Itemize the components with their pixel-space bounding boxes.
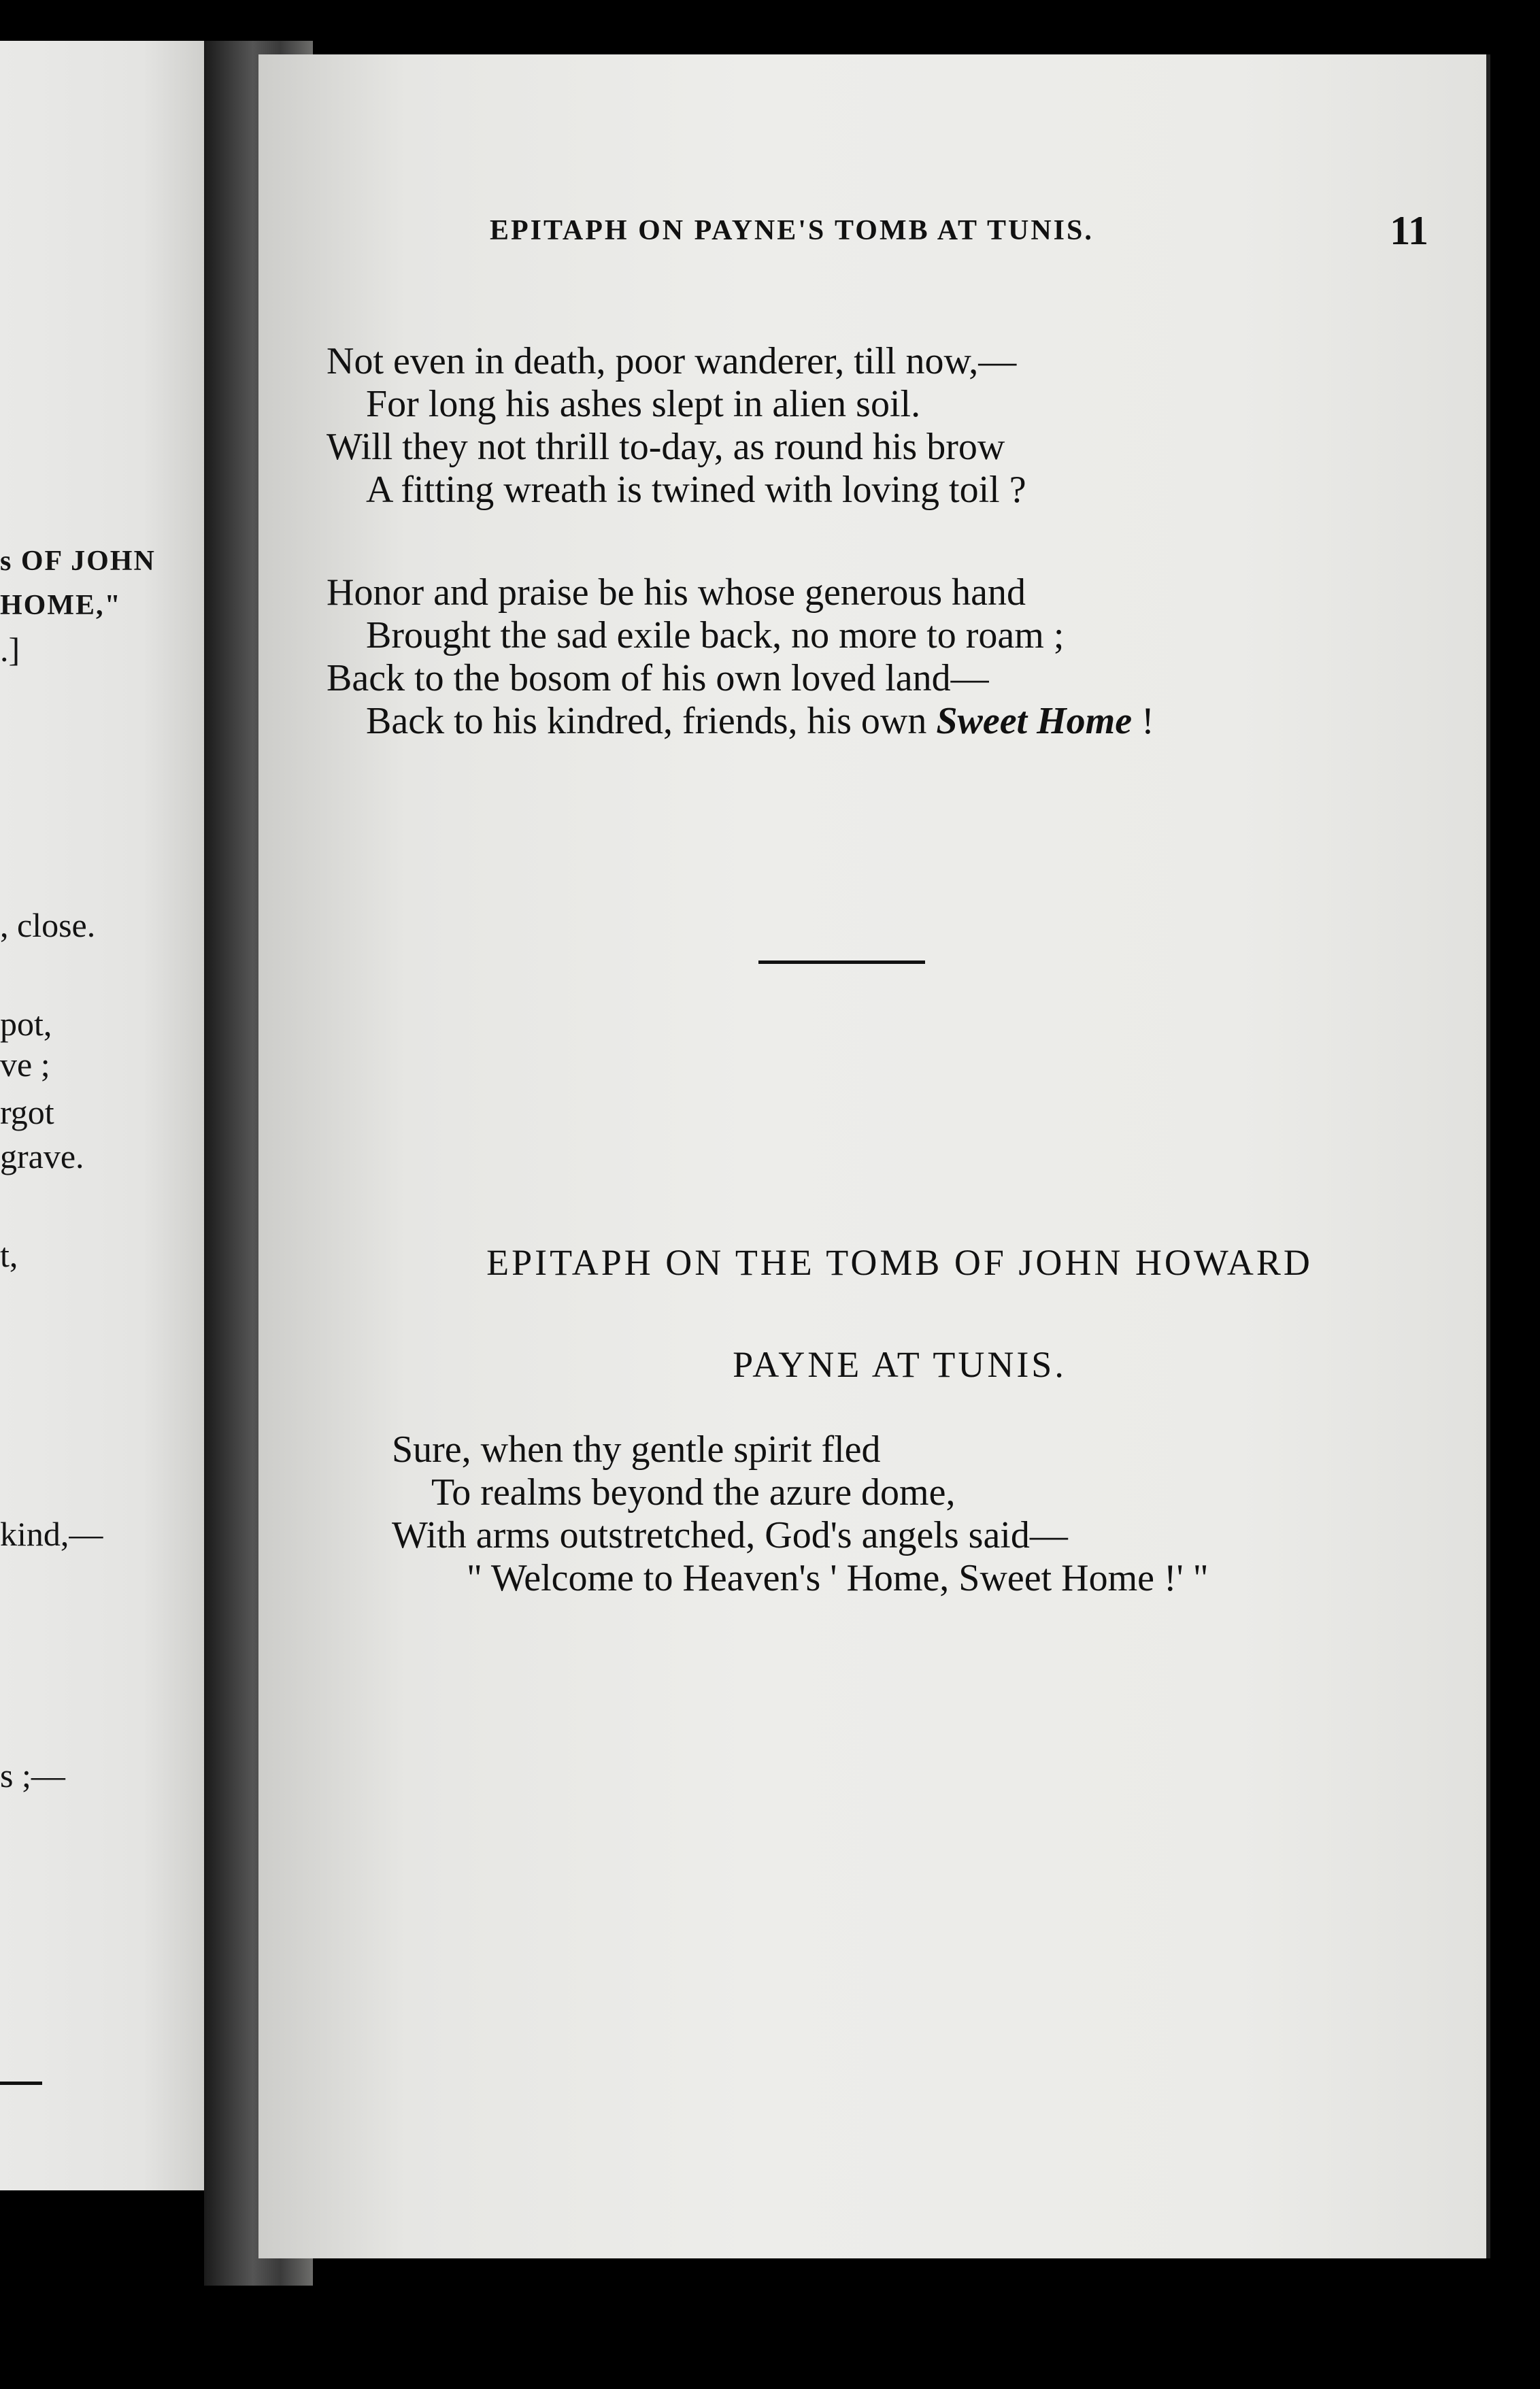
left-page-line: rgot (0, 1093, 54, 1131)
left-page-line: .] (0, 631, 20, 669)
poem-line-punctuation: ! (1132, 700, 1154, 742)
poem1-stanza1 (327, 340, 1026, 512)
emphasized-text: Sweet Home (936, 700, 1133, 742)
poem-line: " Welcome to Heaven's ' Home, Sweet Home !' " (467, 1557, 1209, 1599)
book-page (258, 54, 1486, 2258)
poem-line-text: Back to his kindred, friends, his own (366, 700, 937, 742)
page-header (490, 208, 1428, 269)
left-page-line: , close. (0, 906, 96, 944)
poem-line: With arms outstretched, God's angels said— (392, 1514, 1068, 1556)
left-page-line: grave. (0, 1137, 84, 1175)
left-page-line: t, (0, 1236, 18, 1274)
left-page-line: pot, (0, 1005, 52, 1043)
poem-line: Will they not thrill to-day, as round his brow (327, 426, 1005, 468)
poem2-stanza (392, 1429, 1209, 1600)
previous-page-fragment (0, 41, 204, 2190)
poem-line: Brought the sad exile back, no more to roam ; (366, 614, 1065, 656)
left-page-line: s ;— (0, 1756, 65, 1794)
left-page-line: ve ; (0, 1046, 50, 1084)
poem-line: Back to the bosom of his own loved land— (327, 657, 989, 699)
section-divider (758, 960, 925, 964)
page-edge (1486, 54, 1490, 2258)
left-page-line: s OF JOHN (0, 546, 156, 577)
left-page-line: kind,— (0, 1515, 103, 1553)
left-page-line: HOME," (0, 590, 122, 621)
poem-line: Not even in death, poor wanderer, till now,— (327, 340, 1017, 382)
page-number: 11 (1390, 208, 1428, 253)
poem2-title-line2: PAYNE AT TUNIS. (733, 1344, 1067, 1385)
running-head: EPITAPH ON PAYNE'S TOMB AT TUNIS. (490, 215, 1094, 246)
poem-line: Sure, when thy gentle spirit fled (392, 1429, 881, 1471)
left-page-rule (0, 2082, 42, 2085)
poem1-stanza2 (327, 571, 1154, 743)
poem-line: For long his ashes slept in alien soil. (366, 383, 921, 425)
poem-line: A fitting wreath is twined with loving toil ? (366, 469, 1026, 511)
poem-line (327, 700, 1154, 743)
poem-line: Honor and praise be his whose generous hand (327, 571, 1026, 614)
poem2-title-line1: EPITAPH ON THE TOMB OF JOHN HOWARD (486, 1242, 1313, 1283)
poem-line: To realms beyond the azure dome, (431, 1471, 956, 1514)
